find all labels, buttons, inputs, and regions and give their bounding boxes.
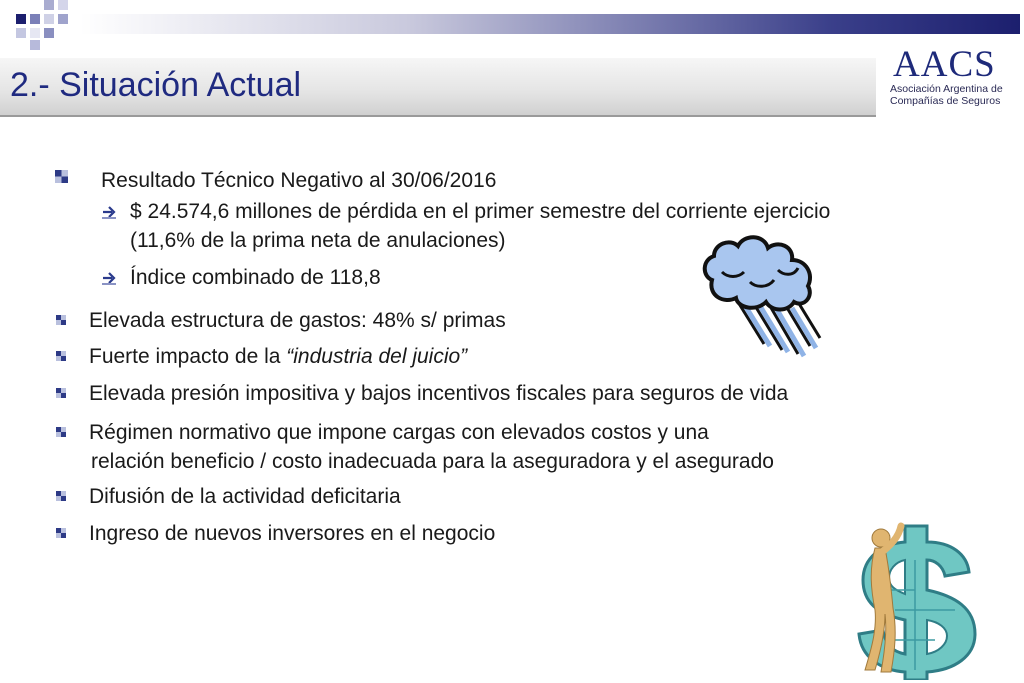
bullet-7-text: Ingreso de nuevos inversores en el negocio <box>89 522 496 545</box>
bullet-3-italic: “industria del juicio” <box>286 345 468 368</box>
sub-item-1-line-1: $ 24.574,6 millones de pérdida en el primer semestre del corriente ejercicio <box>130 200 831 223</box>
bullet-square-icon <box>56 427 66 437</box>
title-underline <box>0 115 876 117</box>
bullet-square-icon <box>55 170 68 183</box>
sub-bullet-arrow-icon <box>101 270 117 286</box>
bullet-5-line-1: Régimen normativo que impone cargas con elevados costos y una <box>89 421 709 444</box>
logo-mark: AACS <box>893 44 996 85</box>
rain-cloud-icon <box>698 232 826 362</box>
bullet-square-icon <box>56 315 66 325</box>
sub-item-2-text: Índice combinado de 118,8 <box>130 266 381 289</box>
bullet-6-text: Difusión de la actividad deficitaria <box>89 485 401 508</box>
header-gradient-bar <box>80 14 1020 34</box>
bullet-square-icon <box>56 351 66 361</box>
bullet-1-text: Resultado Técnico Negativo al 30/06/2016 <box>101 169 497 192</box>
logo-line-2: Compañías de Seguros <box>890 95 1001 107</box>
logo-line-1: Asociación Argentina de <box>890 83 1003 95</box>
header-decoration <box>0 0 80 50</box>
slide-title: 2.- Situación Actual <box>10 66 302 104</box>
bullet-square-icon <box>56 491 66 501</box>
bullet-square-icon <box>56 388 66 398</box>
bullet-square-icon <box>56 528 66 538</box>
bullet-3-prefix: Fuerte impacto de la <box>89 345 287 368</box>
sub-item-1-line-2: (11,6% de la prima neta de anulaciones) <box>130 229 506 252</box>
bullet-5-line-2: relación beneficio / costo inadecuada para la aseguradora y el asegurado <box>91 450 774 473</box>
bullet-2-text: Elevada estructura de gastos: 48% s/ primas <box>89 309 506 332</box>
bullet-3-text <box>89 344 467 369</box>
puzzle-dollar-figure-icon <box>835 520 985 680</box>
bullet-4-text: Elevada presión impositiva y bajos incentivos fiscales para seguros de vida <box>89 382 789 405</box>
sub-bullet-arrow-icon <box>101 204 117 220</box>
